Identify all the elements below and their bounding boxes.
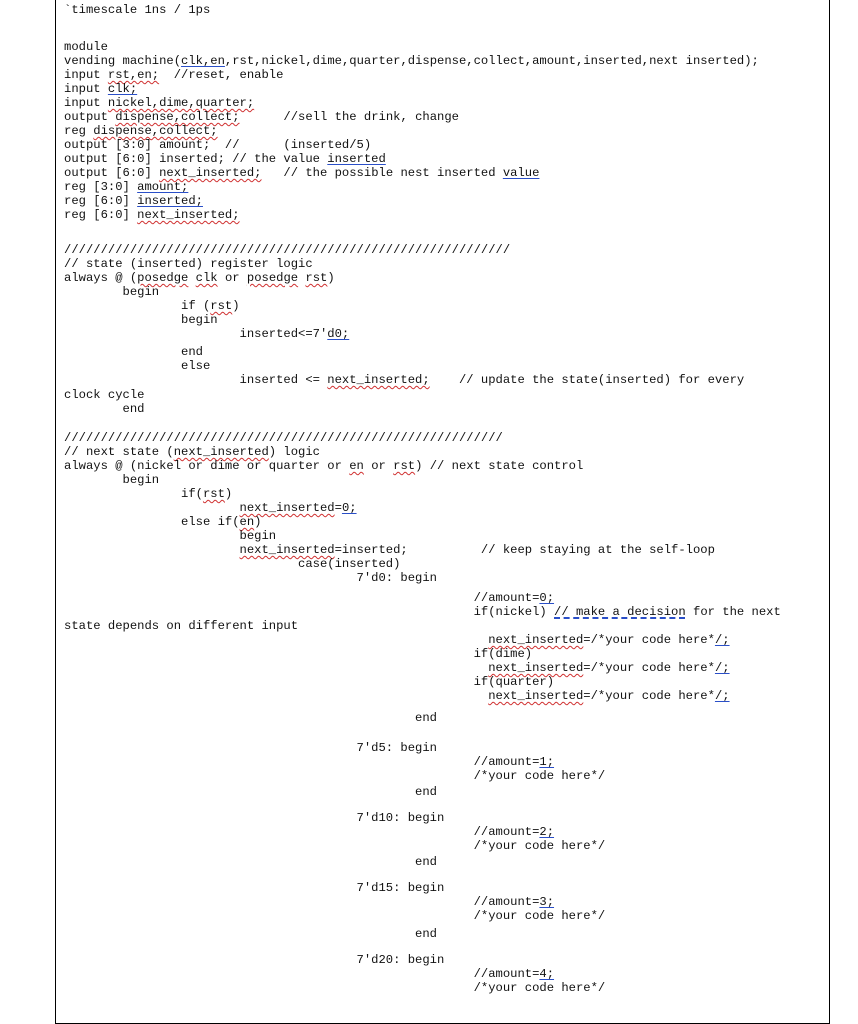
grammar-underlined-text: /; — [714, 689, 730, 703]
code-line — [64, 855, 437, 869]
code-text: // update the state(inserted) for every — [429, 373, 745, 387]
code-text: ) logic — [268, 445, 320, 459]
code-line — [64, 345, 203, 359]
spellcheck-underlined-text: next_inserted — [173, 445, 269, 459]
grammar-underlined-text: /; — [714, 661, 730, 675]
code-text: =inserted; // keep staying at the self-loop — [334, 543, 715, 557]
spellcheck-underlined-text: clk — [195, 271, 218, 285]
code-text: output — [64, 110, 116, 124]
code-text: if(quarter) — [64, 675, 555, 689]
code-text: or — [217, 271, 247, 285]
spellcheck-underlined-text: rst — [210, 299, 233, 313]
code-text: 7'd20: begin — [64, 953, 445, 967]
code-line — [64, 619, 298, 633]
code-text: //amount= — [64, 967, 540, 981]
grammar-underlined-text: inserted; — [137, 194, 203, 208]
grammar-underlined-text: d0; — [327, 327, 350, 341]
code-line — [64, 40, 108, 54]
code-line — [64, 445, 320, 459]
code-text: ,rst,nickel,dime,quarter,dispense,collect,amount,inserted,next inserted); — [224, 54, 759, 68]
code-line — [64, 515, 262, 529]
code-text: module — [64, 40, 108, 54]
code-text: reg [3:0] — [64, 180, 138, 194]
code-text: //amount= — [64, 755, 540, 769]
code-line — [64, 96, 254, 110]
spellcheck-underlined-text: nickel,dime,quarter; — [107, 96, 255, 110]
code-text: =/*your code here* — [583, 689, 715, 703]
code-text: vending machine( — [64, 54, 182, 68]
grammar-underlined-text: 1; — [539, 755, 555, 769]
code-text: /*your code here*/ — [64, 839, 606, 853]
grammar-underlined-text: // make a decision — [554, 605, 686, 619]
code-text: ) — [254, 515, 262, 529]
code-line — [64, 711, 437, 725]
code-line — [64, 359, 210, 373]
code-text: always @ ( — [64, 271, 138, 285]
code-text: = — [334, 501, 342, 515]
code-line — [64, 208, 240, 222]
code-text: // the possible nest inserted — [261, 166, 503, 180]
code-line — [64, 633, 730, 647]
code-line — [64, 741, 437, 755]
code-text: always @ (nickel or dime or quarter or — [64, 459, 350, 473]
code-text: //amount= — [64, 825, 540, 839]
code-line — [64, 755, 554, 769]
code-text: //amount= — [64, 591, 540, 605]
code-text — [64, 661, 488, 675]
code-text: end — [64, 855, 437, 869]
code-line — [64, 373, 744, 387]
spellcheck-underlined-text: next_inserted; — [137, 208, 240, 222]
code-line — [64, 967, 554, 981]
code-line — [64, 543, 715, 557]
code-text: ) — [224, 487, 233, 501]
code-text: end — [64, 345, 203, 359]
code-line — [64, 825, 554, 839]
code-line — [64, 285, 159, 299]
code-text: `timescale 1ns / 1ps — [64, 3, 211, 17]
code-line — [64, 675, 554, 689]
code-line — [64, 647, 532, 661]
code-text: //sell the drink, change — [239, 110, 459, 124]
code-text: clock cycle — [64, 388, 145, 402]
grammar-underlined-text: 4; — [539, 967, 555, 981]
code-text — [64, 543, 240, 557]
code-line — [64, 473, 159, 487]
code-text: /*your code here*/ — [64, 769, 606, 783]
spellcheck-underlined-text: rst,en; — [107, 68, 160, 82]
code-line — [64, 571, 437, 585]
code-line — [64, 459, 583, 473]
code-text: // state (inserted) register logic — [64, 257, 313, 271]
spellcheck-underlined-text: next_inserted; — [159, 166, 262, 180]
code-text: 7'd5: begin — [64, 741, 437, 755]
code-text: if(dime) — [64, 647, 533, 661]
code-line — [64, 661, 730, 675]
code-line — [64, 313, 218, 327]
code-line — [64, 68, 283, 82]
code-line — [64, 138, 371, 152]
code-text: inserted <= — [64, 373, 328, 387]
code-line — [64, 243, 510, 257]
code-line — [64, 557, 400, 571]
code-line — [64, 839, 605, 853]
code-line — [64, 431, 503, 445]
code-text: reg [6:0] — [64, 194, 138, 208]
code-text: else if( — [64, 515, 240, 529]
code-text: begin — [64, 313, 218, 327]
code-text: output [3:0] amount; // (inserted/5) — [64, 138, 372, 152]
code-text: or — [363, 459, 394, 473]
code-line — [64, 124, 218, 138]
code-line — [64, 529, 276, 543]
code-line — [64, 591, 554, 605]
code-text: input — [64, 82, 108, 96]
grammar-underlined-text: 0; — [341, 501, 357, 515]
code-line — [64, 82, 137, 96]
spellcheck-underlined-text: dispense,collect; — [115, 110, 240, 124]
code-text: output [6:0] — [64, 166, 160, 180]
spellcheck-underlined-text: next_inserted — [488, 689, 584, 703]
code-line — [64, 3, 210, 17]
code-text — [188, 271, 195, 285]
code-line — [64, 152, 386, 166]
code-text: if( — [64, 487, 203, 501]
code-line — [64, 785, 437, 799]
code-line — [64, 166, 539, 180]
code-text: /*your code here*/ — [64, 909, 606, 923]
spellcheck-underlined-text: rst — [305, 271, 328, 285]
code-text: begin — [64, 529, 277, 543]
code-text: state depends on different input — [64, 619, 299, 633]
spellcheck-underlined-text: rst — [393, 459, 416, 473]
grammar-underlined-text: inserted — [327, 152, 386, 166]
grammar-underlined-text: 2; — [539, 825, 555, 839]
code-line — [64, 299, 240, 313]
grammar-underlined-text: clk; — [107, 82, 138, 96]
code-text: ) // next state control — [415, 459, 584, 473]
code-line — [64, 909, 605, 923]
code-line — [64, 605, 781, 619]
code-text: end — [64, 785, 437, 799]
code-line — [64, 54, 759, 68]
spellcheck-underlined-text: next_inserted; — [327, 373, 430, 387]
code-text: ///////////////////////////////////////////////////////////// — [64, 243, 511, 257]
code-text — [64, 633, 488, 647]
grammar-underlined-text: clk,en — [181, 54, 225, 68]
grammar-underlined-text: /; — [714, 633, 730, 647]
spellcheck-underlined-text: dispense,collect; — [93, 124, 218, 138]
code-text: 7'd15: begin — [64, 881, 445, 895]
code-line — [64, 501, 357, 515]
code-line — [64, 895, 554, 909]
code-text: 7'd0: begin — [64, 571, 437, 585]
spellcheck-underlined-text: posedge — [137, 271, 189, 285]
grammar-underlined-text: 0; — [539, 591, 555, 605]
grammar-underlined-text: value — [502, 166, 540, 180]
code-text: begin — [64, 285, 160, 299]
code-text: input — [64, 96, 108, 110]
spellcheck-underlined-text: en — [349, 459, 364, 473]
code-line — [64, 180, 188, 194]
code-line — [64, 811, 444, 825]
code-line — [64, 927, 437, 941]
spellcheck-underlined-text: next_inserted — [488, 661, 584, 675]
code-text: output [6:0] inserted; // the value — [64, 152, 328, 166]
code-line — [64, 881, 444, 895]
spellcheck-underlined-text: next_inserted — [239, 501, 335, 515]
spellcheck-underlined-text: next_inserted — [239, 543, 335, 557]
code-line — [64, 257, 313, 271]
spellcheck-underlined-text: rst — [202, 487, 225, 501]
code-line — [64, 388, 144, 402]
code-text: end — [64, 711, 437, 725]
code-text: if(nickel) — [64, 605, 555, 619]
code-line — [64, 402, 144, 416]
code-text: end — [64, 402, 145, 416]
spellcheck-underlined-text: next_inserted — [488, 633, 584, 647]
code-text: ) — [232, 299, 240, 313]
code-line — [64, 194, 203, 208]
code-line — [64, 689, 730, 703]
code-text: begin — [64, 473, 160, 487]
code-line — [64, 327, 349, 341]
code-line — [64, 769, 605, 783]
code-text: // next state ( — [64, 445, 174, 459]
grammar-underlined-text: amount; — [137, 180, 189, 194]
code-text: input — [64, 68, 108, 82]
code-text: //////////////////////////////////////////////////////////// — [64, 431, 503, 445]
code-text: inserted<=7' — [64, 327, 328, 341]
code-text: end — [64, 927, 437, 941]
document-page — [55, 0, 830, 1024]
grammar-underlined-text: 3; — [539, 895, 555, 909]
code-text: reg — [64, 124, 94, 138]
code-text: reg [6:0] — [64, 208, 138, 222]
code-text — [64, 501, 240, 515]
code-text: 7'd10: begin — [64, 811, 445, 825]
code-line — [64, 110, 459, 124]
code-text: /*your code here*/ — [64, 981, 606, 995]
code-line — [64, 981, 605, 995]
code-text: ) — [327, 271, 335, 285]
code-text: else — [64, 359, 211, 373]
code-text: =/*your code here* — [583, 633, 715, 647]
code-text — [64, 689, 488, 703]
code-text: if ( — [64, 299, 211, 313]
code-line — [64, 953, 444, 967]
code-text: case(inserted) — [64, 557, 401, 571]
code-line — [64, 487, 232, 501]
code-text: //amount= — [64, 895, 540, 909]
code-text: for the next — [685, 605, 781, 619]
spellcheck-underlined-text: posedge — [246, 271, 299, 285]
code-text: =/*your code here* — [583, 661, 715, 675]
code-text: //reset, enable — [159, 68, 284, 82]
spellcheck-underlined-text: en — [239, 515, 255, 529]
code-line — [64, 271, 335, 285]
